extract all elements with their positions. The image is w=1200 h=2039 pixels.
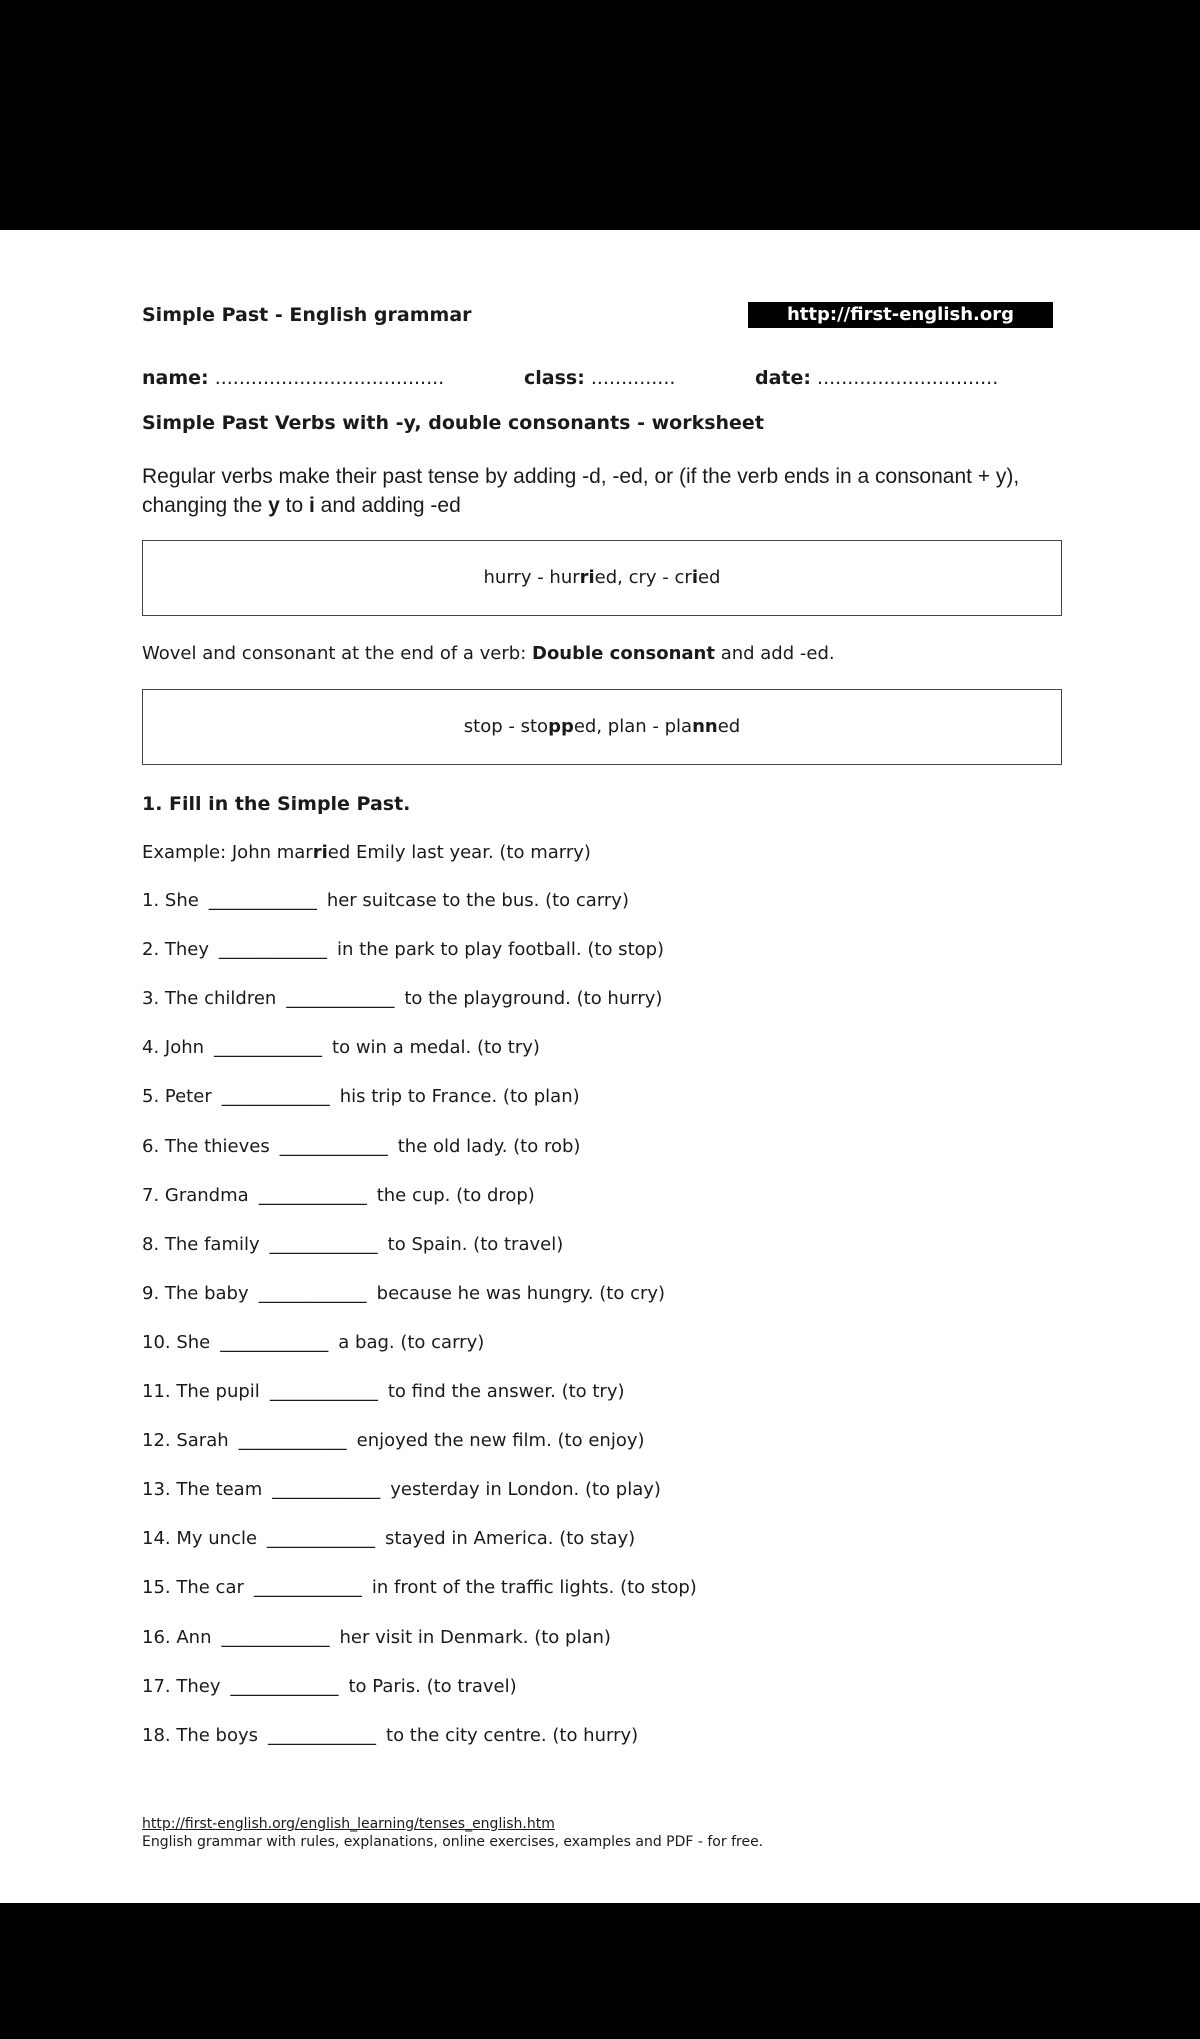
item-end: the old lady. (to rob) [397,1136,581,1157]
answer-blank[interactable]: ____________ [253,1577,362,1598]
item-end: the cup. (to drop) [376,1185,535,1206]
answer-blank[interactable]: ____________ [269,1234,378,1255]
answer-blank[interactable]: ____________ [272,1479,381,1500]
answer-blank[interactable]: ____________ [219,939,328,960]
item-end: to the playground. (to hurry) [404,988,663,1009]
box1-text-a: hurry - hur [483,567,580,588]
item-start: 4. John [142,1037,205,1058]
exercise-item [142,1381,625,1402]
exercise-item [142,1136,580,1157]
item-start: 10. She [142,1332,211,1353]
box1-bold-b: i [691,567,698,588]
box2-bold-a: pp [548,716,574,737]
exercise-item [142,939,664,960]
exercise-item [142,1234,563,1255]
rule2-tail: and add -ed. [714,643,835,664]
intro-bold-i: i [308,494,315,517]
item-end: her visit in Denmark. (to plan) [339,1627,611,1648]
rule2-text: Wovel and consonant at the end of a verb: [142,643,532,664]
exercise-item [142,1479,661,1500]
example-suffix: ed Emily last year. (to marry) [327,842,591,863]
item-start: 5. Peter [142,1086,212,1107]
site-url-banner: http://first-english.org [748,302,1053,328]
box1-bold-a: ri [579,567,595,588]
intro-text-2: to [279,494,309,517]
item-start: 15. The car [142,1577,244,1598]
box2-text-a: stop - sto [463,716,549,737]
item-start: 1. She [142,890,199,911]
intro-text-1: Regular verbs make their past tense by adding -d, -ed, or (if the verb ends in a consonant + y), changing the [142,465,1020,517]
answer-blank[interactable]: ____________ [238,1430,347,1451]
answer-blank[interactable]: ____________ [230,1676,339,1697]
exercise-item [142,1332,484,1353]
worksheet-title: Simple Past - English grammar [142,304,472,326]
item-start: 17. They [142,1676,221,1697]
item-end: stayed in America. (to stay) [385,1528,636,1549]
item-end: to find the answer. (to try) [387,1381,625,1402]
footer-url: http://first-english.org/english_learning/tenses_english.htm [142,1816,555,1832]
item-start: 6. The thieves [142,1136,270,1157]
answer-blank[interactable]: ____________ [269,1381,378,1402]
item-start: 11. The pupil [142,1381,260,1402]
class-label: class: [524,367,585,389]
exercise-item [142,1577,697,1598]
item-end: to the city centre. (to hurry) [386,1725,639,1746]
worksheet-page [0,230,1200,1903]
exercise-item [142,1086,580,1107]
date-label: date: [755,367,811,389]
answer-blank[interactable]: ____________ [279,1136,388,1157]
answer-blank[interactable]: ____________ [258,1283,367,1304]
answer-blank[interactable]: ____________ [286,988,395,1009]
example-prefix: Example: John mar [142,842,313,863]
footer-text: English grammar with rules, explanations, online exercises, examples and PDF - for free. [142,1834,764,1850]
item-start: 14. My uncle [142,1528,258,1549]
date-field [755,367,998,389]
exercise-item [142,1627,611,1648]
exercise-example [142,842,591,863]
exercise-item [142,1037,540,1058]
exercise-item [142,1528,635,1549]
item-start: 3. The children [142,988,277,1009]
class-dots: .............. [590,367,676,389]
example-box-y-verbs [142,540,1062,616]
name-label: name: [142,367,209,389]
exercise-item [142,1725,638,1746]
item-end: to Spain. (to travel) [387,1234,564,1255]
item-start: 16. Ann [142,1627,212,1648]
item-end: his trip to France. (to plan) [339,1086,580,1107]
exercise-item [142,1430,645,1451]
exercise-item [142,1676,517,1697]
example-box-double-consonant [142,689,1062,765]
item-end: in the park to play football. (to stop) [337,939,665,960]
item-start: 9. The baby [142,1283,249,1304]
item-start: 13. The team [142,1479,263,1500]
exercise-heading: 1. Fill in the Simple Past. [142,793,411,815]
item-end: because he was hungry. (to cry) [376,1283,666,1304]
answer-blank[interactable]: ____________ [214,1037,323,1058]
item-start: 2. They [142,939,210,960]
item-start: 18. The boys [142,1725,259,1746]
double-consonant-rule [142,643,835,664]
rule2-bold: Double consonant [532,643,715,664]
box2-text-c: ed [717,716,741,737]
item-end: yesterday in London. (to play) [390,1479,661,1500]
item-start: 12. Sarah [142,1430,229,1451]
item-end: enjoyed the new film. (to enjoy) [356,1430,645,1451]
box2-text-b: ed, plan - pla [573,716,693,737]
item-end: to win a medal. (to try) [332,1037,540,1058]
class-field [524,367,675,389]
exercise-item [142,890,629,911]
box1-text-b: ed, cry - cr [594,567,692,588]
name-field [142,367,444,389]
intro-bold-y: y [268,494,280,517]
answer-blank[interactable]: ____________ [221,1086,330,1107]
intro-paragraph [142,462,1022,520]
answer-blank[interactable]: ____________ [220,1332,329,1353]
example-bold: ri [312,842,328,863]
date-dots: .............................. [817,367,999,389]
intro-text-3: and adding -ed [314,494,461,517]
answer-blank[interactable]: ____________ [268,1725,377,1746]
box1-text-c: ed [697,567,721,588]
item-end: to Paris. (to travel) [348,1676,517,1697]
name-dots: ...................................... [214,367,445,389]
item-end: a bag. (to carry) [338,1332,485,1353]
item-end: her suitcase to the bus. (to carry) [326,890,629,911]
answer-blank[interactable]: ____________ [221,1627,330,1648]
item-start: 7. Grandma [142,1185,249,1206]
item-start: 8. The family [142,1234,260,1255]
worksheet-subtitle: Simple Past Verbs with -y, double consonants - worksheet [142,412,764,434]
box2-bold-b: nn [692,716,718,737]
item-end: in front of the traffic lights. (to stop) [371,1577,697,1598]
exercise-item [142,1283,665,1304]
exercise-item [142,1185,535,1206]
answer-blank[interactable]: ____________ [267,1528,376,1549]
exercise-item [142,988,662,1009]
answer-blank[interactable]: ____________ [258,1185,367,1206]
answer-blank[interactable]: ____________ [208,890,317,911]
